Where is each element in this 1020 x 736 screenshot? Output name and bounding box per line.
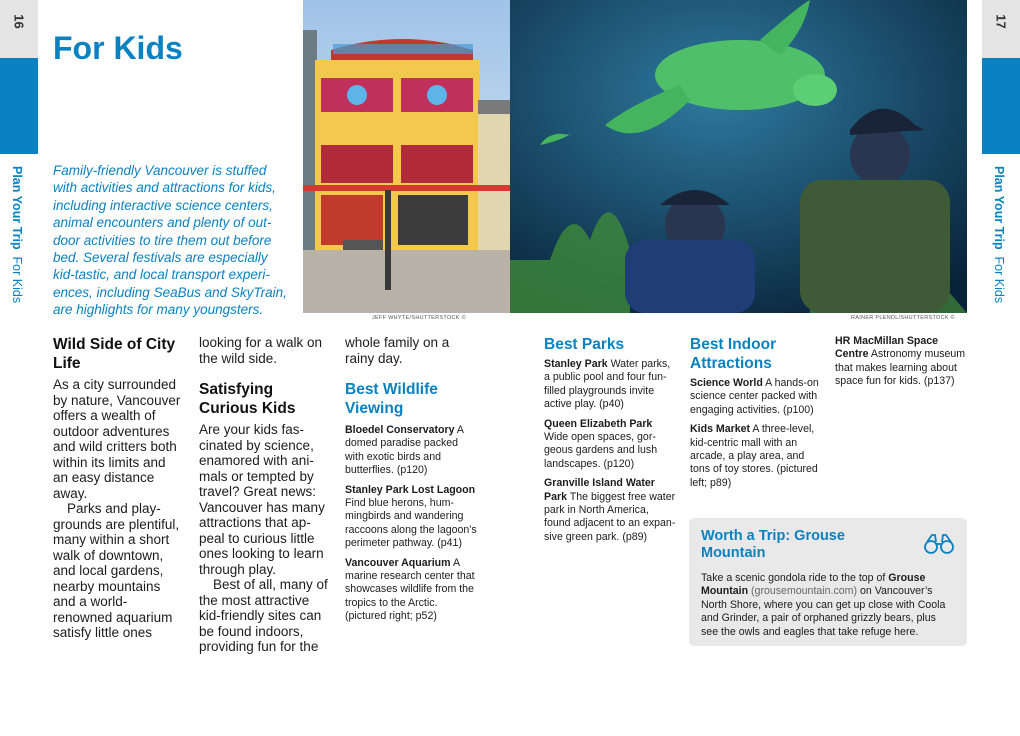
kids-market-photo xyxy=(303,0,510,313)
list-item: Bloedel Conservatory A domed paradise packed with exotic birds and butterflies. (p120) xyxy=(345,424,464,477)
heading-wild-side: Wild Side of City Life xyxy=(53,336,176,372)
side-bar-left xyxy=(0,58,38,154)
list-item: Granville Island Water Park The biggest free water park in North America, found adjacent to an expan-sive green park. (p89) xyxy=(544,477,676,543)
list-item: Kids Market A three-level, kid-centric mall with an arcade, a play area, and tons of toy stores. (pictured left; p89) xyxy=(690,423,818,489)
list-item: Stanley Park Lost Lagoon Find blue herons, hum-mingbirds and wandering raccoons along the lagoon’s perimeter pathway. (p41) xyxy=(345,483,477,550)
photo-credit-right: RAINER PLENDL/SHUTTERSTOCK © xyxy=(851,315,956,321)
heading-curious-kids: Satisfying Curious Kids xyxy=(199,381,296,417)
intro-text: Family-friendly Vancouver is stuffed with activities and attractions for kids, including interactive science centers, animal encounters and plenty of out-door activities to tire them out before bed. Several festivals are especially kid-tastic, and local transport experi-ences, including SeaBus and SkyTrain, are highlights for many youngsters. xyxy=(53,163,287,318)
heading-best-wildlife: Best Wildlife Viewing xyxy=(345,381,438,417)
column-1 xyxy=(53,335,183,641)
side-label-left: Plan Your Trip For Kids xyxy=(10,166,24,304)
side-bar-right xyxy=(982,58,1020,154)
list-item: HR MacMillan Space Centre Astronomy museum that makes learning about space fun for kids. (p137) xyxy=(835,335,966,388)
callout-text: Take a scenic gondola ride to the top of Grouse Mountain (grousemountain.com) on Vancouver’s North Shore, where you can get up close with Coola and Grinder, a pair of orphaned grizzly bears, plus see the owls and eagles that take refuge here. xyxy=(701,572,946,638)
grouse-mountain-link[interactable]: (grousemountain.com) xyxy=(751,585,858,598)
column-5 xyxy=(690,335,822,496)
column-3 xyxy=(345,335,479,630)
heading-best-indoor: Best Indoor Attractions xyxy=(690,336,777,372)
wild-side-paragraph-1: As a city surrounded by nature, Vancouver offers a wealth of outdoor adventures and wild critters both within its limits and an easy distance away. xyxy=(53,377,181,501)
list-item: Vancouver Aquarium A marine research center that showcases wildlife from the tropics to the Arctic. (pictured right; p52) xyxy=(345,556,475,623)
heading-best-parks: Best Parks xyxy=(544,336,625,353)
wild-side-paragraph-2-cont: looking for a walk on the wild side. xyxy=(199,335,323,366)
curious-paragraph-2-cont: whole family on a rainy day. xyxy=(345,335,450,366)
page-title: For Kids xyxy=(53,30,183,66)
curious-paragraph-2: Best of all, many of the most attractive kid-friendly sites can be found indoors, providing fun for the xyxy=(199,577,328,654)
binoculars-icon xyxy=(923,532,955,556)
list-item: Queen Elizabeth Park Wide open spaces, gor-geous gardens and lush landscapes. (p120) xyxy=(544,417,658,470)
page-number-right: 17 xyxy=(982,0,1020,58)
photo-credit-left: JEFF WHYTE/SHUTTERSTOCK © xyxy=(372,315,466,321)
callout-title: Worth a Trip: Grouse Mountain xyxy=(701,528,845,561)
column-2 xyxy=(199,335,329,655)
side-label-right: Plan Your Trip For Kids xyxy=(992,166,1006,304)
curious-paragraph-1: Are your kids fas-cinated by science, enamored with ani-mals or tempted by travel? Great news: Vancouver has many attractions that ap-peal to curious little ones looking to learn through play. xyxy=(199,422,325,577)
worth-a-trip-callout xyxy=(689,518,967,646)
column-6 xyxy=(835,335,969,395)
column-4 xyxy=(544,335,678,550)
list-item: Science World A hands-on science center packed with engaging activities. (p100) xyxy=(690,377,819,416)
wild-side-paragraph-2: Parks and play-grounds are plentiful, many within a short walk of downtown, and local gardens, nearby mountains and a world-renowned aquarium satisfy little ones xyxy=(53,501,180,640)
list-item: Stanley Park Water parks, a public pool and four fun-filled playgrounds invite active play. (p40) xyxy=(544,358,671,411)
aquarium-photo xyxy=(510,0,967,313)
page-number-left: 16 xyxy=(0,0,38,58)
